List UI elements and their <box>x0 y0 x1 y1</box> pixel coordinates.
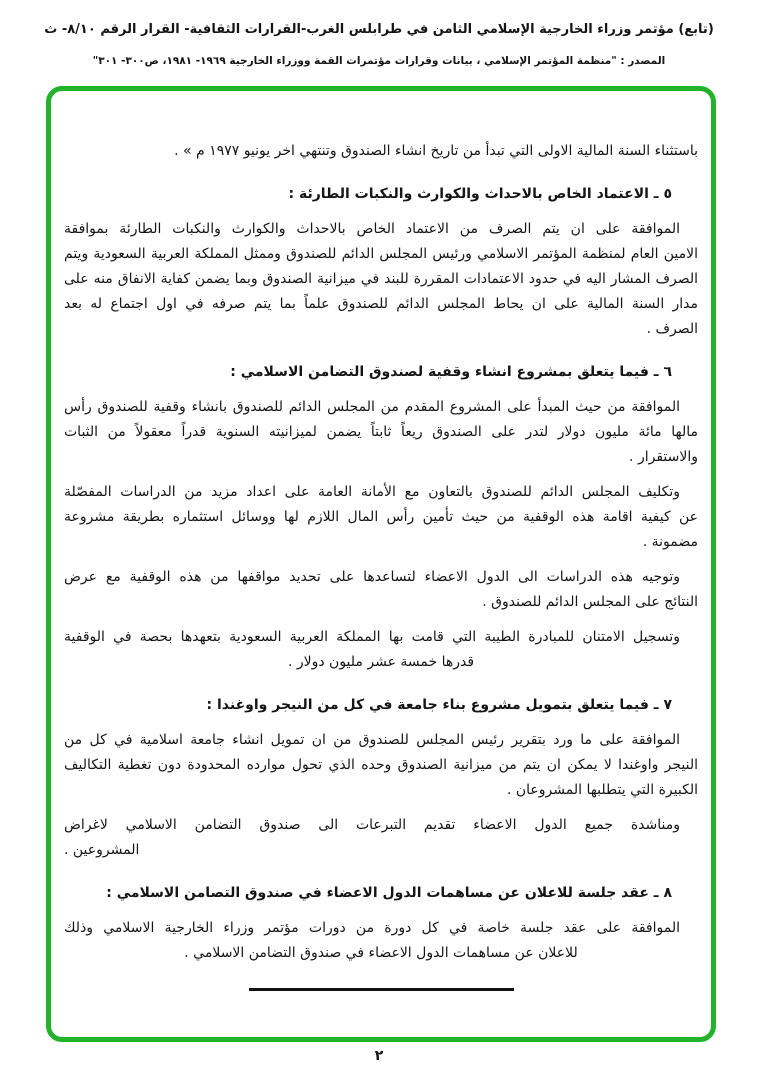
heading-line: ٨ ـ عقد جلسة للاعلان عن مساهمات الدول الاعضاء في صندوق التصامن الاسلامي : <box>106 885 672 901</box>
heading-line: ٥ ـ الاعتماد الخاص بالاحداث والكوارث والنكبات الطارئة : <box>288 186 672 202</box>
text-line: وتوجيه هذه الدراسات الى الدول الاعضاء لتساعدها على تحديد مواقفها من هذه الوقفية مع عرض <box>64 569 680 585</box>
section-heading-7 <box>64 693 698 718</box>
text-line: الكبيرة التي يتطلبها المشروعان . <box>506 782 698 798</box>
text-line: باستثناء السنة المالية الاولى التي تبدأ من تاريخ انشاء الصندوق وتنتهي اخر يونيو ١٩٧٧ م » . <box>174 143 698 159</box>
text-line: الموافقة من حيث المبدأ على المشروع المقدم من المجلس الدائم للصندوق بانشاء وقفية للصندوق رأس <box>64 399 680 415</box>
text-line: عن كيفية اقامة هذه الوقفية من حيث تأمين رأس المال اللازم لها ووسائل استثماره بطريقة مشروعة <box>64 509 698 525</box>
paragraph <box>64 217 698 342</box>
paragraph <box>64 916 698 966</box>
text-line: مدار السنة المالية على ان يحاط المجلس الدائم للصندوق علماً بما يتم صرفه في اول اجتماع له بعد <box>64 296 698 312</box>
page-header <box>0 20 758 69</box>
text-line: مالها مائة مليون دولار لتدر على الصندوق ريعاً ثابتاً يضمن لميزانيته السنوية قدراً معقولاً من الثبات <box>64 424 698 440</box>
header-source-line: المصدر : "منظمة المؤتمر الإسلامي ، بيانات وقرارات مؤتمرات القمة ووزراء الخارجية ١٩٦٩- ١٩٨١، ص٣٠٠- ٣٠١" <box>92 55 666 67</box>
section-heading-8 <box>64 881 698 906</box>
text-line: الصرف المشار اليه في حدود الاعتمادات المقررة للبند في ميزانية الصندوق وبما يضمن كفاية الانفاق منه على <box>64 271 698 287</box>
end-divider <box>249 988 514 991</box>
paragraph <box>64 565 698 615</box>
text-line: والاستقرار . <box>629 449 698 465</box>
text-line: قدرها خمسة عشر مليون دولار . <box>287 654 475 670</box>
text-line: النيجر واوغندا لا يمكن ان يتم من ميزانية الصندوق وحده الذي تحول موارده المحدودة دون تغطية التكاليف <box>64 757 698 773</box>
text-line: مضمونة . <box>642 534 698 550</box>
section-heading-6 <box>64 360 698 385</box>
text-line: الموافقة على ما ورد بتقرير رئيس المجلس للصندوق من ان تمويل انشاء جامعة اسلامية في كل من <box>64 732 680 748</box>
document-frame <box>46 86 716 1042</box>
text-line: للاعلان عن مساهمات الدول الاعضاء في صندوق التضامن الاسلامي . <box>184 945 578 961</box>
paragraph-continuation <box>64 139 698 164</box>
paragraph <box>64 625 698 675</box>
text-line: وتسجيل الامتنان للمبادرة الطيبة التي قامت بها المملكة العربية السعودية بتعهدها بحصة في الوقفية <box>64 629 680 645</box>
paragraph <box>64 395 698 470</box>
heading-line: ٦ ـ فيما يتعلق بمشروع انشاء وقفية لصندوق التضامن الاسلامي : <box>230 364 672 380</box>
text-line: الامين العام لمنظمة المؤتمر الاسلامي ورئيس المجلس الدائم للصندوق وممثل المملكة العربية السعودية ويتم <box>64 246 698 262</box>
text-line: وتكليف المجلس الدائم للصندوق بالتعاون مع الأمانة العامة على اعداد مزيد من الدراسات المفصّلة <box>64 484 680 500</box>
page-number: ٢ <box>374 1048 384 1064</box>
text-line: الموافقة على ان يتم الصرف من الاعتماد الخاص بالاحداث والكوارث والنكبات الطارئة بموافقة <box>64 221 680 237</box>
text-line: ومناشدة جميع الدول الاعضاء تقديم التبرعات الى صندوق التضامن الاسلامي لاغراض <box>64 817 680 833</box>
paragraph <box>64 728 698 803</box>
section-heading-5 <box>64 182 698 207</box>
header-title: (تابع) مؤتمر وزراء الخارجية الإسلامي الثامن في طرابلس الغرب-القرارات الثقافية- القرار الرقم ٨/١٠- ث <box>44 22 714 37</box>
text-line: المشروعين . <box>64 842 140 858</box>
heading-line: ٧ ـ فيما يتعلق بتمويل مشروع بناء جامعة في كل من النيجر واوغندا : <box>206 697 672 713</box>
text-line: النتائج على المجلس الدائم للصندوق . <box>482 594 698 610</box>
text-line: الموافقة على عقد جلسة خاصة في كل دورة من دورات مؤتمر وزراء الخارجية الاسلامي وذلك <box>64 920 680 936</box>
paragraph <box>64 480 698 555</box>
text-line: الصرف . <box>646 321 698 337</box>
paragraph <box>64 813 698 863</box>
document-body <box>51 91 711 991</box>
